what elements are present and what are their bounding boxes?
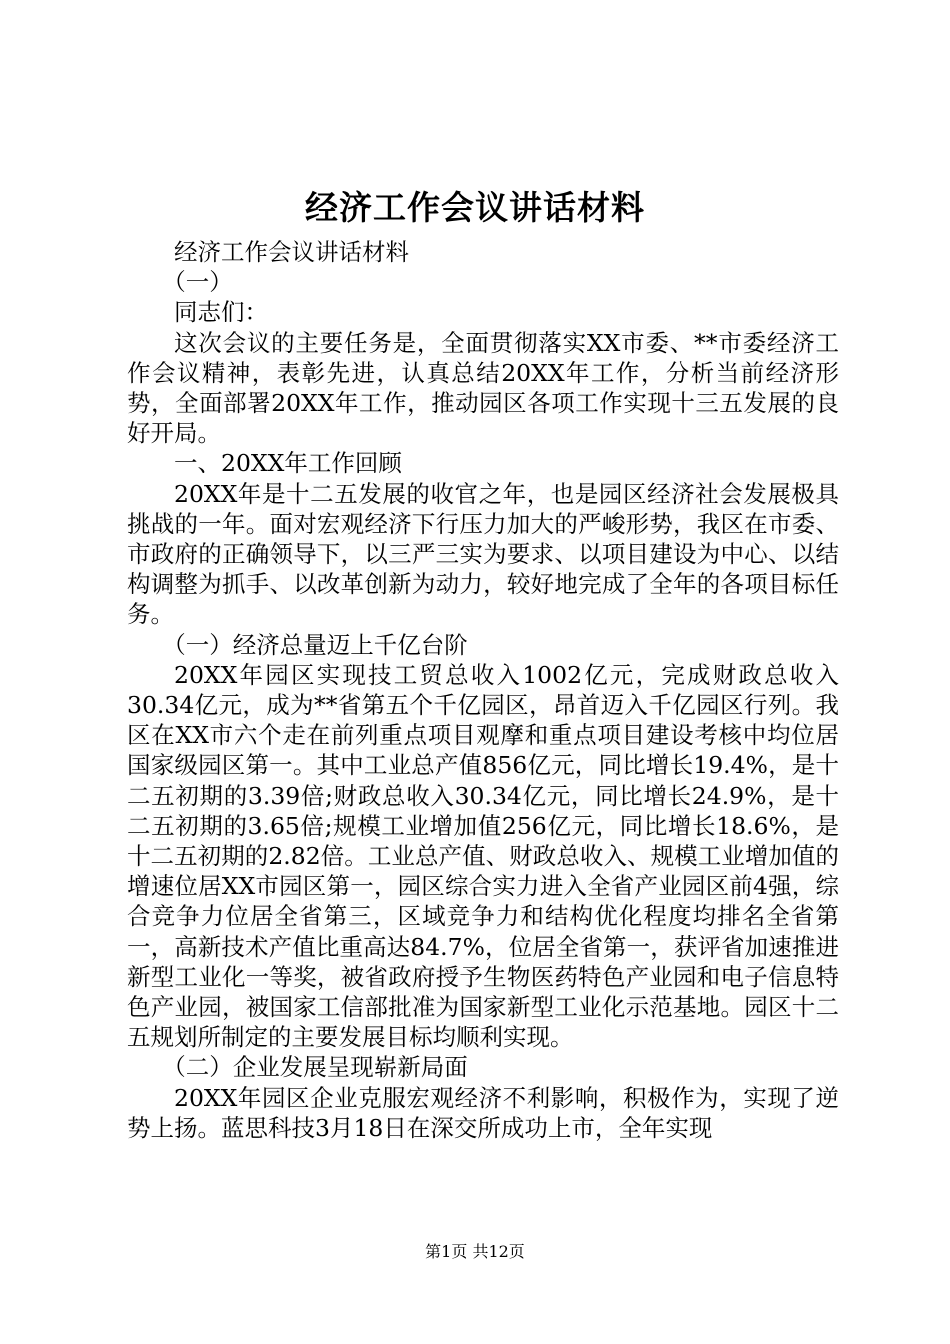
body-paragraph: 20XX年是十二五发展的收官之年，也是园区经济社会发展极具挑战的一年。面对宏观经济下行压力加大的严峻形势，我区在市委、市政府的正确领导下，以三严三实为要求、以项目建设为中心、以结构调整为抓手、以改革创新为动力，较好地完成了全年的各项目标任务。: [127, 479, 839, 629]
subsection-heading: （二）企业发展呈现崭新局面: [162, 1053, 468, 1082]
document-body: [127, 237, 839, 1143]
page-footer: 第1页 共12页: [425, 1242, 525, 1261]
salutation: 同志们：: [174, 298, 268, 327]
section-number: （一）: [162, 268, 233, 297]
body-paragraph: 20XX年园区企业克服宏观经济不利影响，积极作为，实现了逆势上扬。蓝思科技3月18日在深交所成功上市，全年实现: [127, 1083, 839, 1142]
section-heading: 一、20XX年工作回顾: [174, 449, 402, 478]
body-paragraph: 这次会议的主要任务是，全面贯彻落实XX市委、**市委经济工作会议精神，表彰先进，认真总结20XX年工作，分析当前经济形势，全面部署20XX年工作，推动园区各项工作实现十三五发展的良好开局。: [127, 328, 839, 448]
document-title: 经济工作会议讲话材料: [305, 188, 645, 227]
subsection-heading: （一）经济总量迈上千亿台阶: [162, 630, 468, 659]
body-paragraph: 20XX年园区实现技工贸总收入1002亿元，完成财政总收入30.34亿元，成为**省第五个千亿园区，昂首迈入千亿园区行列。我区在XX市六个走在前列重点项目观摩和重点项目建设考核中均位居国家级园区第一。其中工业总产值856亿元，同比增长19.4%，是十二五初期的3.39倍;财政总收入30.34亿元，同比增长24.9%，是十二五初期的3.65倍;规模工业增加值256亿元，同比增长18.6%，是十二五初期的2.82倍。工业总产值、财政总收入、规模工业增加值的增速位居XX市园区第一，园区综合实力进入全省产业园区前4强，综合竞争力位居全省第三，区域竞争力和结构优化程度均排名全省第一，高新技术产值比重高达84.7%，位居全省第一，获评省加速推进新型工业化一等奖，被省政府授予生物医药特色产业园和电子信息特色产业园，被国家工信部批准为国家新型工业化示范基地。园区十二五规划所制定的主要发展目标均顺利实现。: [127, 660, 839, 1052]
subtitle-paragraph: 经济工作会议讲话材料: [174, 238, 409, 266]
